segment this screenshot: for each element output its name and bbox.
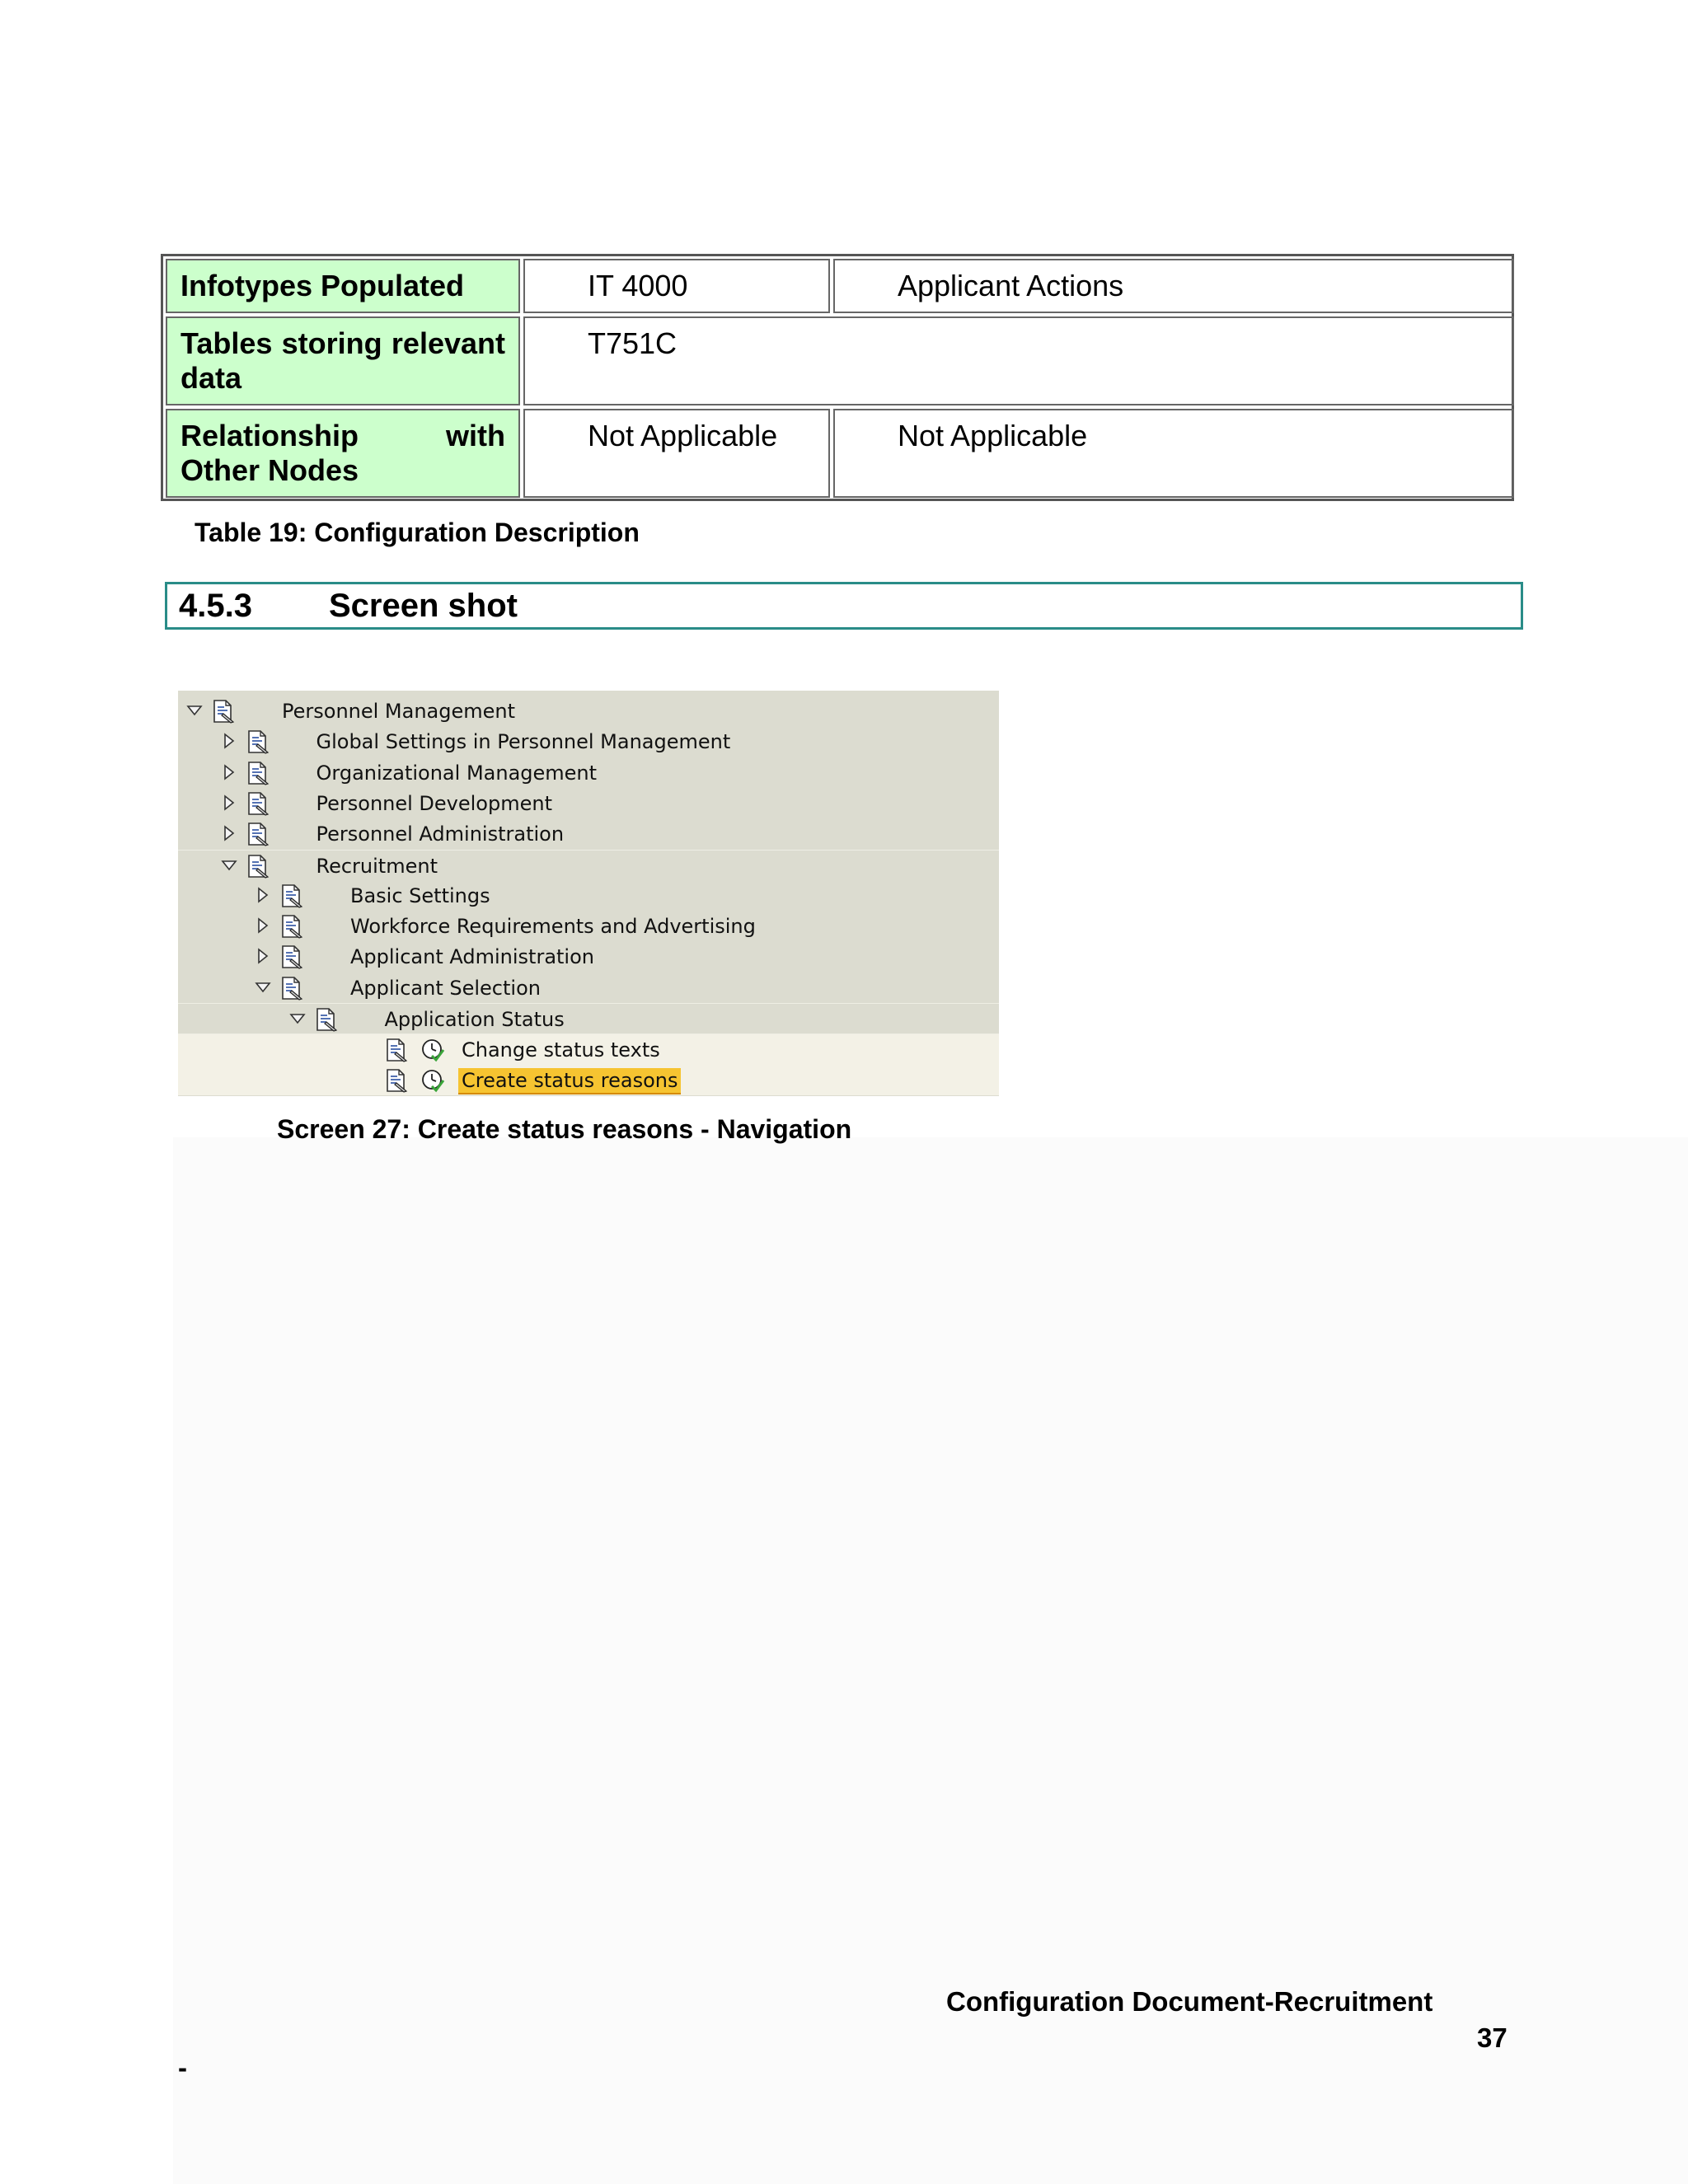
footer-document-title: Configuration Document-Recruitment [946,1986,1433,2017]
table-cell: IT 4000 [523,259,830,313]
tree-item[interactable] [178,696,999,726]
table-cell: Not Applicable [833,409,1514,498]
table-row [166,316,1509,405]
doc-icon [246,729,270,754]
clock-icon[interactable] [420,1038,445,1062]
chevron-down-icon[interactable] [289,1010,306,1027]
tree-item-label[interactable]: Workforce Requirements and Advertising [350,915,756,939]
tree-item-label[interactable]: Change status texts [462,1038,660,1062]
section-heading [165,582,1523,630]
tree-item-label[interactable]: Global Settings in Personnel Management [316,730,731,754]
chevron-right-icon[interactable] [221,794,237,811]
table-cell: T751C [523,316,1514,405]
chevron-right-icon[interactable] [221,733,237,749]
section-title: Screen shot [329,588,518,624]
tree-item-label[interactable]: Application Status [384,1008,565,1031]
doc-icon [314,1007,339,1032]
row-header: Relationship with Other Nodes [166,409,520,498]
doc-icon [279,976,304,1001]
chevron-down-icon[interactable] [221,857,237,874]
tree-item-label[interactable]: Personnel Administration [316,823,565,846]
doc-icon [246,761,270,785]
configuration-table [161,254,1514,501]
tree-item[interactable] [178,850,999,881]
doc-icon [384,1068,409,1093]
table-row [166,259,1509,313]
tree-item[interactable] [178,941,999,972]
row-header: Tables storing relevant data [166,316,520,405]
table-cell: Not Applicable [523,409,830,498]
tree-item-label[interactable]: Create status reasons [458,1068,681,1094]
tree-item-label[interactable]: Applicant Administration [350,945,594,969]
chevron-right-icon[interactable] [221,764,237,780]
tree-item[interactable] [178,788,999,818]
img-navigation-tree [178,691,999,1096]
doc-icon [384,1038,409,1062]
chevron-down-icon[interactable] [186,702,203,719]
tree-item[interactable] [178,1003,999,1034]
doc-icon [279,914,304,939]
page-number: 37 [1477,2022,1507,2053]
table-caption: Table 19: Configuration Description [195,518,640,547]
tree-item-label[interactable]: Recruitment [316,854,438,878]
table-cell: Applicant Actions [833,259,1514,313]
tree-item[interactable] [178,818,999,849]
tree-item[interactable] [178,911,999,941]
tree-item[interactable] [178,1033,999,1065]
clock-icon[interactable] [420,1068,445,1093]
table-row [166,409,1509,498]
tree-item-label[interactable]: Basic Settings [350,883,490,907]
tree-item-label[interactable]: Personnel Management [282,700,516,723]
doc-icon [279,883,304,908]
tree-item-label[interactable]: Applicant Selection [350,976,541,1000]
doc-icon [246,822,270,846]
tree-item[interactable] [178,972,999,1003]
doc-icon [211,699,236,724]
doc-icon [279,944,304,969]
chevron-right-icon[interactable] [255,917,271,934]
doc-icon [246,791,270,816]
tree-item[interactable] [178,880,999,911]
tree-item-label[interactable]: Personnel Development [316,791,552,815]
chevron-right-icon[interactable] [221,825,237,841]
tree-item-label[interactable]: Organizational Management [316,761,598,785]
footer-dash: - [178,2052,187,2083]
screen-caption: Screen 27: Create status reasons - Navigation [277,1114,852,1144]
row-header: Infotypes Populated [166,259,520,313]
tree-item[interactable] [178,757,999,788]
chevron-right-icon[interactable] [255,948,271,964]
tree-item[interactable] [178,726,999,757]
chevron-right-icon[interactable] [255,887,271,903]
doc-icon [246,854,270,879]
page-background [173,1137,1688,2184]
chevron-down-icon[interactable] [255,979,271,996]
tree-item[interactable] [178,1065,999,1095]
section-number: 4.5.3 [179,588,252,624]
